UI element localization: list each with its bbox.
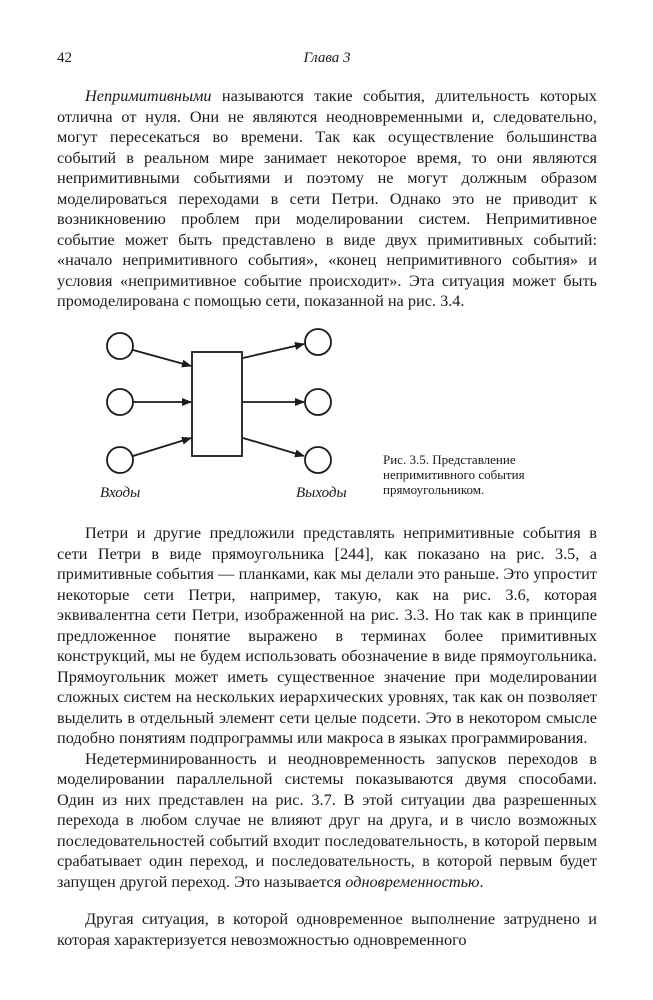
input-arc-3 [133,438,191,456]
nonprimitive-event-rectangle [192,352,242,456]
outputs-label: Выходы [296,485,347,501]
paragraph-body: называются такие события, длительность которых отлична от нуля. Они не являются неодновременными и, следовательно, могут пересекаться во времени. Так как осуществление большинства событий в реальном мире занимает некоторое время, то они являются непримитивными событиями и поэтому не могут должным образом моделироваться переходами в сети Петри. Однако это не приводит к возникновению проблем при моделировании систем. Непримитивное событие может быть представлено в виде двух примитивных событий: «начало непримитивного события», «конец непримитивного события» и условия «непримитивное событие происходит». Эта ситуация может быть промоделирована с помощью сети, показанной на рис. 3.4. [57,86,597,310]
input-arc-1 [133,350,191,366]
paragraph-conflict: Другая ситуация, в которой одновременное выполнение затруднено и которая характеризуется невозможностью одновременного [57,909,597,949]
page-number: 42 [57,50,72,66]
paragraph-nonprimitive-events [57,86,597,312]
output-place-1 [305,329,331,355]
input-place-1 [107,333,133,359]
text-block-top [57,86,597,312]
input-place-3 [107,447,133,473]
text-block-bottom [57,523,597,892]
page-header [57,50,597,72]
output-place-3 [305,447,331,473]
figure-3-5 [90,322,370,507]
output-arc-3 [243,438,304,456]
paragraph-concurrency [57,749,597,893]
paragraph-body: Недетерминированность и неодновременность запусков переходов в моделировании параллельной системы показываются двумя способами. Один из них представлен на рис. 3.7. В этой ситуации два разрешенных перехода в любом случае не влияют друг на друга, и в число возможных последовательностей событий входит последовательность, в которой первым срабатывает один переход, и последовательность, в которой первым будет запущен другой переход. Это называется [57,748,597,891]
output-arc-1 [243,344,304,358]
paragraph-end: . [479,871,484,891]
term-nonprimitive: Непримитивными [85,86,212,105]
chapter-title: Глава 3 [303,50,351,66]
input-place-2 [107,389,133,415]
output-place-2 [305,389,331,415]
inputs-label: Входы [100,485,141,501]
paragraph-rectangle-notation: Петри и другие предложили представлять непримитивные события в сети Петри в виде прямоугольника [244], как показано на рис. 3.5, а примитивные события — планками, как мы делали это раньше. Это упростит некоторые сети Петри, например, такую, как на рис. 3.6, которая эквивалентна сети Петри, изображенной на рис. 3.3. Но так как в принципе предложенное понятие выражено в терминах более примитивных конструкций, мы не будем использовать обозначение в виде прямоугольника. Прямоугольник может иметь существенное значение при моделировании сложных систем на нескольких иерархических уровнях, так как он позволяет выделить в отдельный элемент сети целые подсети. Это в некотором смысле подобно понятиям подпрограммы или макроса в языках программирования. [57,523,597,747]
term-concurrency: одновременностью [345,871,480,891]
text-block-final [57,909,597,950]
figure-caption: Рис. 3.5. Представление непримитивного события прямоугольником. [383,452,525,497]
